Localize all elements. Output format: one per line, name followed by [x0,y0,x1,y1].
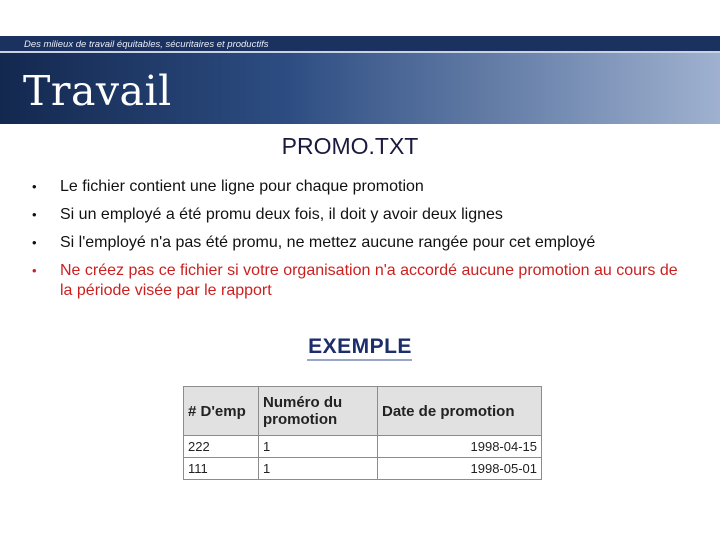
brand-wordmark: Travail [23,67,172,115]
table-cell: 1998-04-15 [378,436,542,458]
example-title: EXEMPLE [308,335,412,358]
bullet-marker: • [32,207,37,222]
header-tagline: Des milieux de travail équitables, sécuritaires et productifs [0,36,720,53]
example-table [183,386,542,480]
table-cell: 1 [259,436,378,458]
bullet-item [28,233,688,253]
column-header-promotion-date: Date de promotion [378,387,542,436]
table-row [184,458,542,480]
header-banner [0,36,720,124]
table-cell: 222 [184,436,259,458]
bullet-text: Si un employé a été promu deux fois, il doit y avoir deux lignes [60,206,503,223]
bullet-marker: • [32,179,37,194]
table-cell: 1 [259,458,378,480]
bullet-text: Ne créez pas ce fichier si votre organisation n'a accordé aucune promotion au cours de la période visée par le rapport [60,262,678,299]
column-header-employee-number: # D'emp [184,387,259,436]
bullet-marker: • [32,235,37,250]
bullet-item [28,177,688,197]
example-title-underline [307,359,412,361]
bullet-item [28,205,688,225]
table-header-row [184,387,542,436]
column-header-promotion-number: Numéro du promotion [259,387,378,436]
slide-title: PROMO.TXT [281,133,419,159]
bullet-text: Si l'employé n'a pas été promu, ne mettez aucune rangée pour cet employé [60,234,596,251]
bullet-item-warning [28,261,688,301]
table-row [184,436,542,458]
bullet-list [28,177,688,309]
bullet-text: Le fichier contient une ligne pour chaque promotion [60,178,424,195]
bullet-marker: • [32,263,37,278]
table-cell: 111 [184,458,259,480]
table-cell: 1998-05-01 [378,458,542,480]
